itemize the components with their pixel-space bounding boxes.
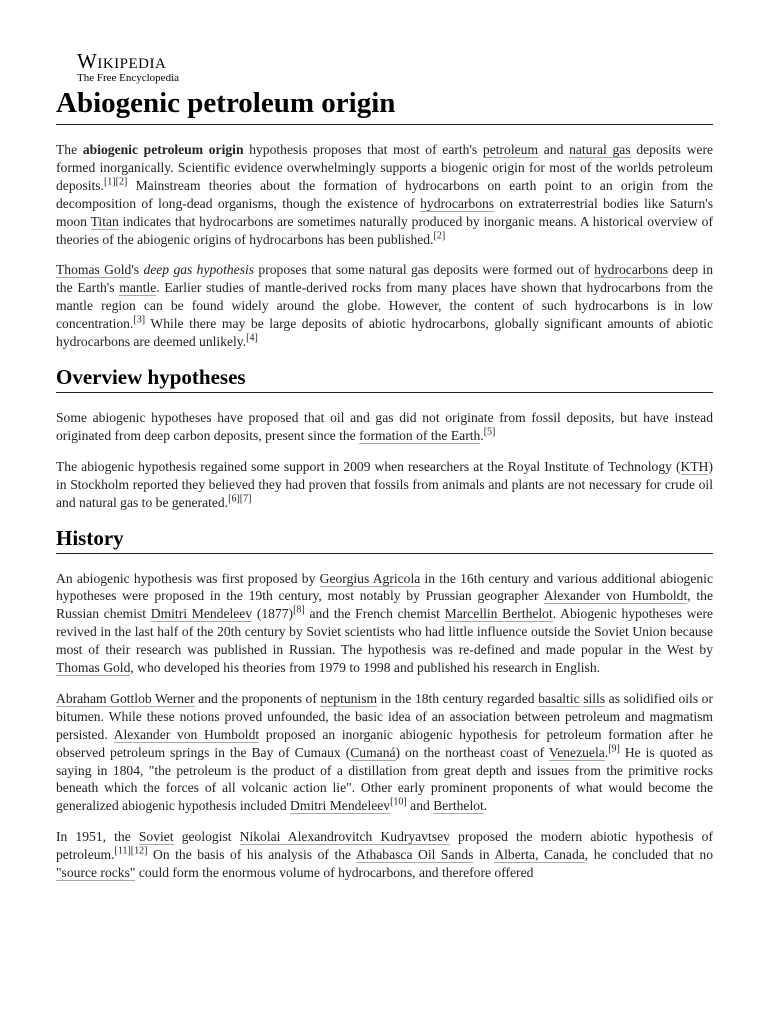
text: , he concluded that no — [584, 847, 713, 863]
text: on extraterrestrial bodies like Saturn's moon — [56, 195, 713, 229]
text: . — [604, 744, 609, 760]
link-neptunism[interactable]: neptunism — [320, 690, 378, 706]
intro-paragraph-2 — [56, 261, 713, 351]
history-paragraph-2 — [56, 690, 713, 815]
citation-link[interactable]: [8] — [293, 604, 305, 616]
link-titan[interactable]: Titan — [90, 213, 119, 229]
link-nikolai-kudryavtsev[interactable]: Nikolai Alexandrovitch Kudryavtsev — [239, 829, 450, 845]
text: proposed the modern abiotic hypothesis of petroleum. — [56, 829, 714, 863]
text: An abiogenic hypothesis was first proposed by — [56, 570, 320, 586]
text: and — [406, 798, 434, 814]
text: He is quoted as saying in 1804, "the petroleum is the product of a distillation from great depth and issues from the primitive rocks beneath which the forces of all volcanic action lie". Other early prominent proponents of what would become the generalized abiogenic hypothesis included — [56, 744, 713, 814]
link-dmitri-mendeleev[interactable]: Dmitri Mendeleev — [150, 606, 253, 622]
text: proposed an inorganic abiogenic hypothesis for petroleum formation after he observed petroleum springs in the Bay of Cumaux ( — [56, 726, 713, 760]
citation-link[interactable]: [4] — [246, 332, 258, 344]
text: and the French chemist — [304, 606, 445, 622]
text: . — [480, 427, 484, 443]
text: (1877) — [252, 606, 294, 622]
link-abraham-gottlob-werner[interactable]: Abraham Gottlob Werner — [56, 690, 195, 706]
citation-link[interactable]: [10] — [390, 796, 407, 808]
citation-link[interactable]: [9] — [608, 743, 620, 755]
citation-link[interactable]: [2] — [433, 230, 446, 241]
text: . Abiogenic hypotheses were revived in the last half of the 20th century by Soviet scientists who had little influence outside the Soviet Union because most of their research was published in Russian. The hypothesis was re-defined and made popular in the West by — [56, 606, 714, 658]
link-hydrocarbons[interactable]: hydrocarbons — [594, 262, 669, 278]
text: ) on the northeast coast of — [395, 744, 549, 760]
link-alexander-von-humboldt[interactable]: Alexander von Humboldt — [113, 726, 260, 742]
text: deposits were formed inorganically. Scientific evidence overwhelmingly supports a biogenic origin for most of the worlds petroleum deposits. — [56, 142, 713, 193]
text: and — [538, 142, 570, 157]
logo-wordmark: Wikipedia — [77, 49, 167, 73]
section-heading-history: History — [56, 525, 713, 554]
text: Some abiogenic hypotheses have proposed that oil and gas did not originate from fossil deposits, but have instead originated from deep carbon deposits, present since the — [56, 409, 713, 443]
link-sills[interactable]: sills — [583, 690, 606, 706]
text: as solidified oils or bitumen. While these notions proved unfounded, the basic idea of an association between petroleum and magmatism persisted. — [56, 690, 714, 742]
link-athabasca-oil-sands[interactable]: Athabasca Oil Sands — [355, 847, 474, 863]
link-basaltic[interactable]: basaltic — [538, 690, 580, 706]
link-mantle[interactable]: mantle — [119, 280, 157, 296]
italic-term: deep gas hypothesis — [143, 262, 255, 278]
logo-tagline: The Free Encyclopedia — [77, 72, 180, 84]
link-natural-gas[interactable]: natural gas — [569, 142, 631, 157]
link-soviet[interactable]: Soviet — [138, 829, 174, 845]
text: , who developed his theories from 1979 to 1998 and published his research in English. — [130, 660, 601, 676]
link-alberta-canada[interactable]: Alberta, Canada — [494, 847, 585, 863]
link-georgius-agricola[interactable]: Georgius Agricola — [319, 570, 421, 586]
link-thomas-gold[interactable]: Thomas Gold — [56, 660, 131, 676]
link-cumana[interactable]: Cumaná — [350, 744, 396, 760]
history-paragraph-1 — [56, 570, 713, 677]
text: indicates that hydrocarbons are sometimes naturally produced by inorganic means. A historical overview of theories of the abiogenic origins of hydrocarbons has been published. — [56, 213, 713, 247]
link-hydrocarbons[interactable]: hydrocarbons — [420, 195, 495, 211]
link-formation-of-the-earth[interactable]: formation of the Earth — [359, 427, 481, 443]
wikipedia-logo[interactable] — [77, 50, 179, 84]
page-title: Abiogenic petroleum origin — [56, 86, 713, 125]
link-marcellin-berthelot[interactable]: Marcellin Berthelot — [444, 606, 553, 622]
text: On the basis of his analysis of the — [147, 847, 356, 863]
text: In 1951, the — [56, 829, 139, 845]
intro-paragraph-1 — [56, 141, 713, 248]
text: While there may be large deposits of abiotic hydrocarbons, globally significant amounts of abiotic hydrocarbons are deemed unlikely. — [56, 316, 713, 350]
text: , the Russian chemist — [56, 588, 714, 622]
article-body — [56, 141, 713, 895]
overview-paragraph-2 — [56, 458, 713, 512]
text: in the 16th century and various additional abiogenic hypotheses were proposed in the 19th century, most notably by Prussian geographer — [56, 570, 713, 604]
citation-link[interactable]: [3] — [133, 314, 146, 326]
overview-paragraph-1 — [56, 409, 713, 445]
link-source-rocks[interactable]: "source rocks" — [56, 865, 136, 881]
history-paragraph-3 — [56, 828, 713, 882]
text: and the proponents of — [194, 690, 321, 706]
citation-link[interactable]: [5] — [483, 426, 496, 438]
text: The — [56, 142, 83, 157]
link-berthelot[interactable]: Berthelot — [433, 798, 484, 814]
link-kth[interactable]: KTH — [680, 458, 709, 474]
text: in — [473, 847, 495, 863]
citation-link[interactable]: [6][7] — [228, 493, 252, 505]
bold-term: abiogenic petroleum origin — [82, 142, 244, 157]
text: in the 18th century regarded — [377, 690, 539, 706]
text: . — [483, 798, 488, 814]
link-venezuela[interactable]: Venezuela — [548, 744, 605, 760]
text: deep in the Earth's — [56, 262, 714, 296]
text: hypothesis proposes that most of earth's — [243, 142, 483, 157]
link-dmitri-mendeleev[interactable]: Dmitri Mendeleev — [290, 798, 391, 814]
text: geologist — [173, 829, 240, 845]
text: proposes that some natural gas deposits were formed out of — [254, 262, 595, 278]
citation-link[interactable]: [1][2] — [103, 176, 128, 188]
link-thomas-gold[interactable]: Thomas Gold — [56, 262, 132, 278]
text: could form the enormous volume of hydrocarbons, and therefore offered — [135, 865, 534, 881]
text: ) in Stockholm reported they believed they had proven that fossils from animals and plants are not necessary for crude oil and natural gas to be generated. — [56, 458, 713, 510]
text: The abiogenic hypothesis regained some support in 2009 when researchers at the Royal Institute of Technology ( — [56, 458, 681, 474]
text: Mainstream theories about the formation of hydrocarbons on earth point to an origin from the decomposition of long-dead organisms, though the existence of — [56, 177, 713, 211]
text: . Earlier studies of mantle-derived rocks from many places have shown that hydrocarbons from the mantle region can be found widely around the globe. However, the content of such hydrocarbons is in low concentration. — [56, 280, 713, 332]
section-heading-overview: Overview hypotheses — [56, 364, 713, 393]
text: 's — [131, 262, 144, 278]
citation-link[interactable]: [11][12] — [114, 845, 148, 857]
link-petroleum[interactable]: petroleum — [482, 142, 539, 157]
link-alexander-von-humboldt[interactable]: Alexander von Humboldt — [543, 588, 688, 604]
